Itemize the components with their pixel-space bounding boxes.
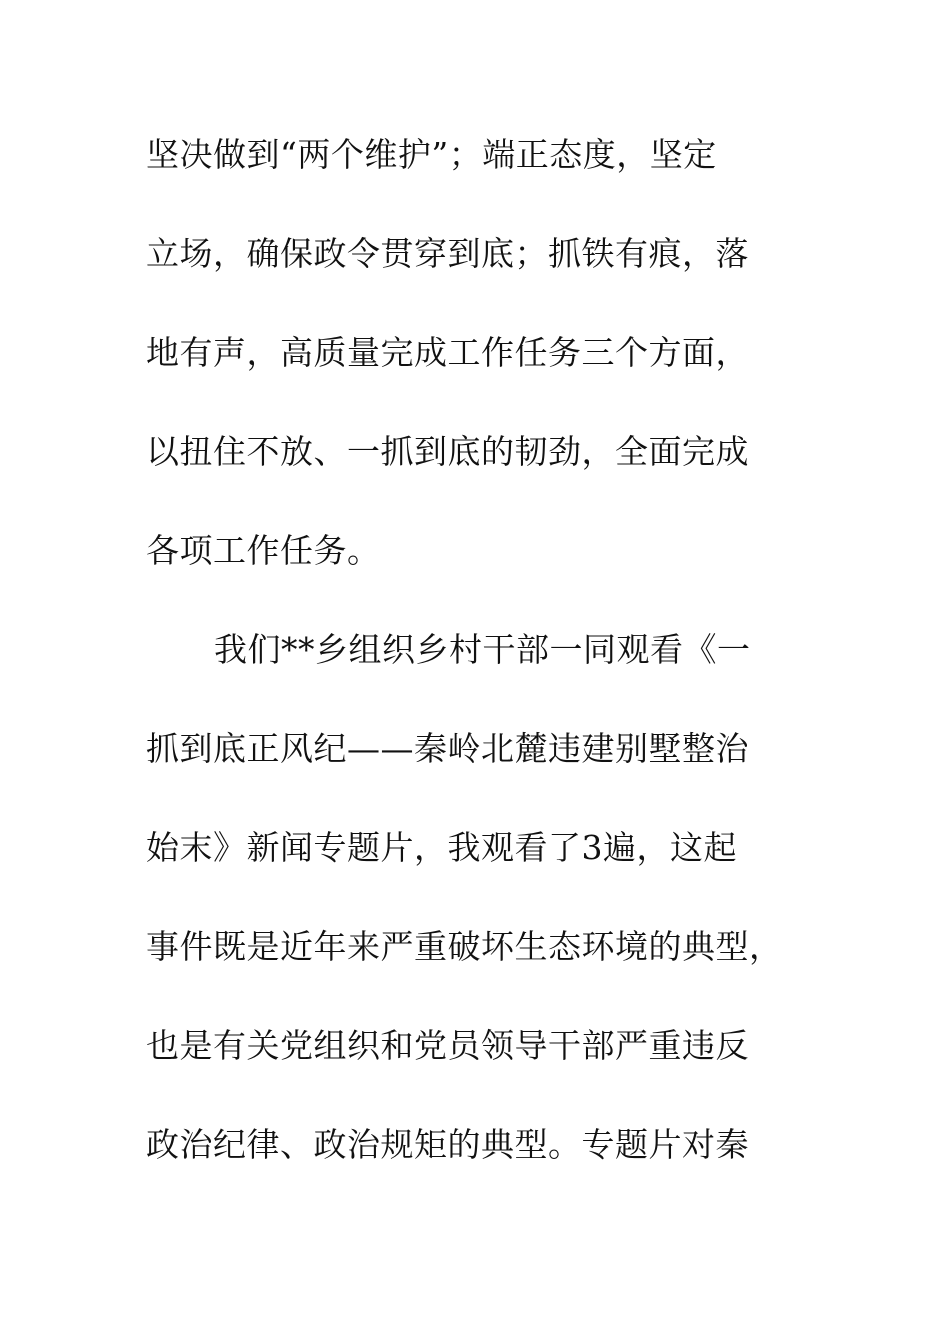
paragraph-line: 以扭住不放、一抓到底的韧劲，全面完成 [146,432,749,471]
paragraph-line: 政治纪律、政治规矩的典型。专题片对秦 [146,1125,749,1164]
paragraph-line: 坚决做到“两个维护”；端正态度，坚定 [146,135,717,174]
paragraph-line: 始末》新闻专题片，我观看了3遍，这起 [146,828,737,867]
paragraph-line: 地有声，高质量完成工作任务三个方面， [146,333,749,372]
paragraph-line: 事件既是近年来严重破坏生态环境的典型， [146,927,783,966]
paragraph-line: 抓到底正风纪——秦岭北麓违建别墅整治 [146,729,749,768]
paragraph-first-line: 我们**乡组织乡村干部一同观看《一 [214,630,751,669]
paragraph-line: 立场，确保政令贯穿到底；抓铁有痕，落 [146,234,749,273]
paragraph-line: 也是有关党组织和党员领导干部严重违反 [146,1026,749,1065]
document-body-text [146,123,806,1212]
paragraph-line: 各项工作任务。 [146,531,381,570]
